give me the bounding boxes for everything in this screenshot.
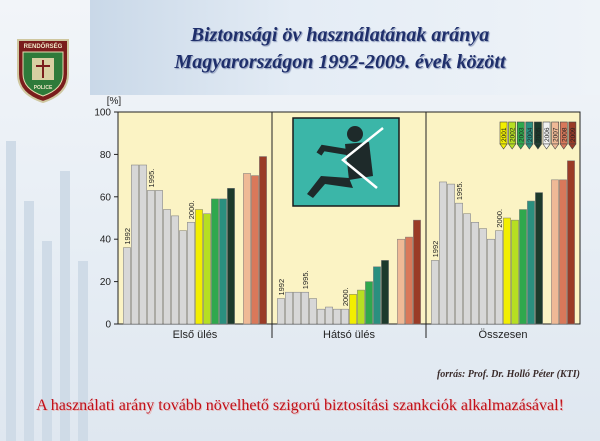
bar-1999 [487,239,494,324]
bar-2003 [211,199,218,324]
legend-label: 2008 [561,127,569,142]
bar-1996 [155,190,162,324]
year-annotation: 2000. [341,287,350,307]
bar-2004 [219,199,226,324]
bar-2007 [243,173,250,324]
bar-2004 [373,267,380,324]
bar-1997 [163,210,170,324]
title-line-1: Biztonsági öv használatának aránya [190,24,490,46]
logo-top-text: RENDŐRSÉG [23,44,63,50]
bar-1999 [333,309,340,324]
bar-1998 [171,216,178,324]
bar-1999 [179,231,186,324]
bar-1998 [325,307,332,324]
year-annotation: 1995. [301,270,310,290]
logo-bottom-text: POLICE [33,85,53,91]
bar-2003 [365,282,372,324]
legend-label: 2001 [501,127,509,142]
chart-container [68,88,588,350]
year-annotation: 2000. [187,200,196,220]
bar-1997 [471,222,478,324]
bar-2008 [559,180,566,324]
bar-2008 [405,237,412,324]
bar-1993 [285,292,292,324]
legend-label: 2006 [544,127,552,142]
year-annotation: 1995. [147,168,156,188]
bar-1995 [147,190,154,324]
bar-2000 [495,231,502,324]
bar-2002 [203,214,210,324]
legend-label: 2005 [535,127,543,142]
bar-1992 [277,299,284,324]
year-annotation: 1992 [431,240,440,258]
bar-2007 [397,239,404,324]
bar-1996 [309,299,316,324]
bar-2008 [251,176,258,324]
y-tick-label: 80 [99,149,111,161]
group-label: Összesen [478,329,528,341]
y-tick-label: 40 [99,234,111,246]
source-text: forrás: Prof. Dr. Holló Péter (KTI) [436,369,580,380]
year-annotation: 1995. [455,181,464,201]
bar-1994 [447,184,454,324]
legend-label: 2009 [569,127,577,142]
year-annotation: 1992 [277,278,286,296]
figure-head [347,126,363,142]
conclusion-text: A használati arány tovább növelhető szigorú biztosítási szankciók alkalmazásával! [36,397,564,414]
y-tick-label: 20 [99,277,111,289]
bar-2005 [381,260,388,324]
legend-label: 2007 [552,127,560,142]
title-line-2: Magyarországon 1992-2009. évek között [174,51,506,73]
bar-2001 [195,210,202,324]
bar-2009 [567,161,574,324]
legend-label: 2003 [518,127,526,142]
bar-2004 [527,201,534,324]
bar-2002 [357,290,364,324]
police-badge-icon [14,36,72,104]
bar-2005 [535,193,542,324]
bar-1995 [455,203,462,324]
bar-1997 [317,309,324,324]
bar-1996 [463,214,470,324]
y-tick-label: 0 [105,319,111,331]
bar-2000 [187,222,194,324]
bar-2001 [349,294,356,324]
bar-1993 [131,165,138,324]
bar-1995 [301,292,308,324]
legend-label: 2004 [526,127,534,142]
bar-1998 [479,229,486,324]
group-label: Hátsó ülés [323,329,375,341]
bar-2009 [413,220,420,324]
bar-chart [68,88,588,350]
y-axis-label: [%] [106,96,122,107]
slide-title [110,22,570,76]
bar-2005 [227,188,234,324]
year-annotation: 2000. [495,208,504,228]
bar-2003 [519,210,526,324]
y-tick-label: 100 [94,107,111,119]
bar-1993 [439,182,446,324]
year-annotation: 1992 [123,227,132,245]
bar-2001 [503,218,510,324]
bar-2000 [341,309,348,324]
bar-1994 [139,165,146,324]
group-label: Első ülés [172,329,218,341]
y-tick-label: 60 [99,192,111,204]
bar-2002 [511,220,518,324]
legend-label: 2002 [509,127,517,142]
bar-2007 [551,180,558,324]
bar-1992 [123,248,130,324]
bar-2009 [259,157,266,324]
bar-1994 [293,292,300,324]
bar-1992 [431,260,438,324]
